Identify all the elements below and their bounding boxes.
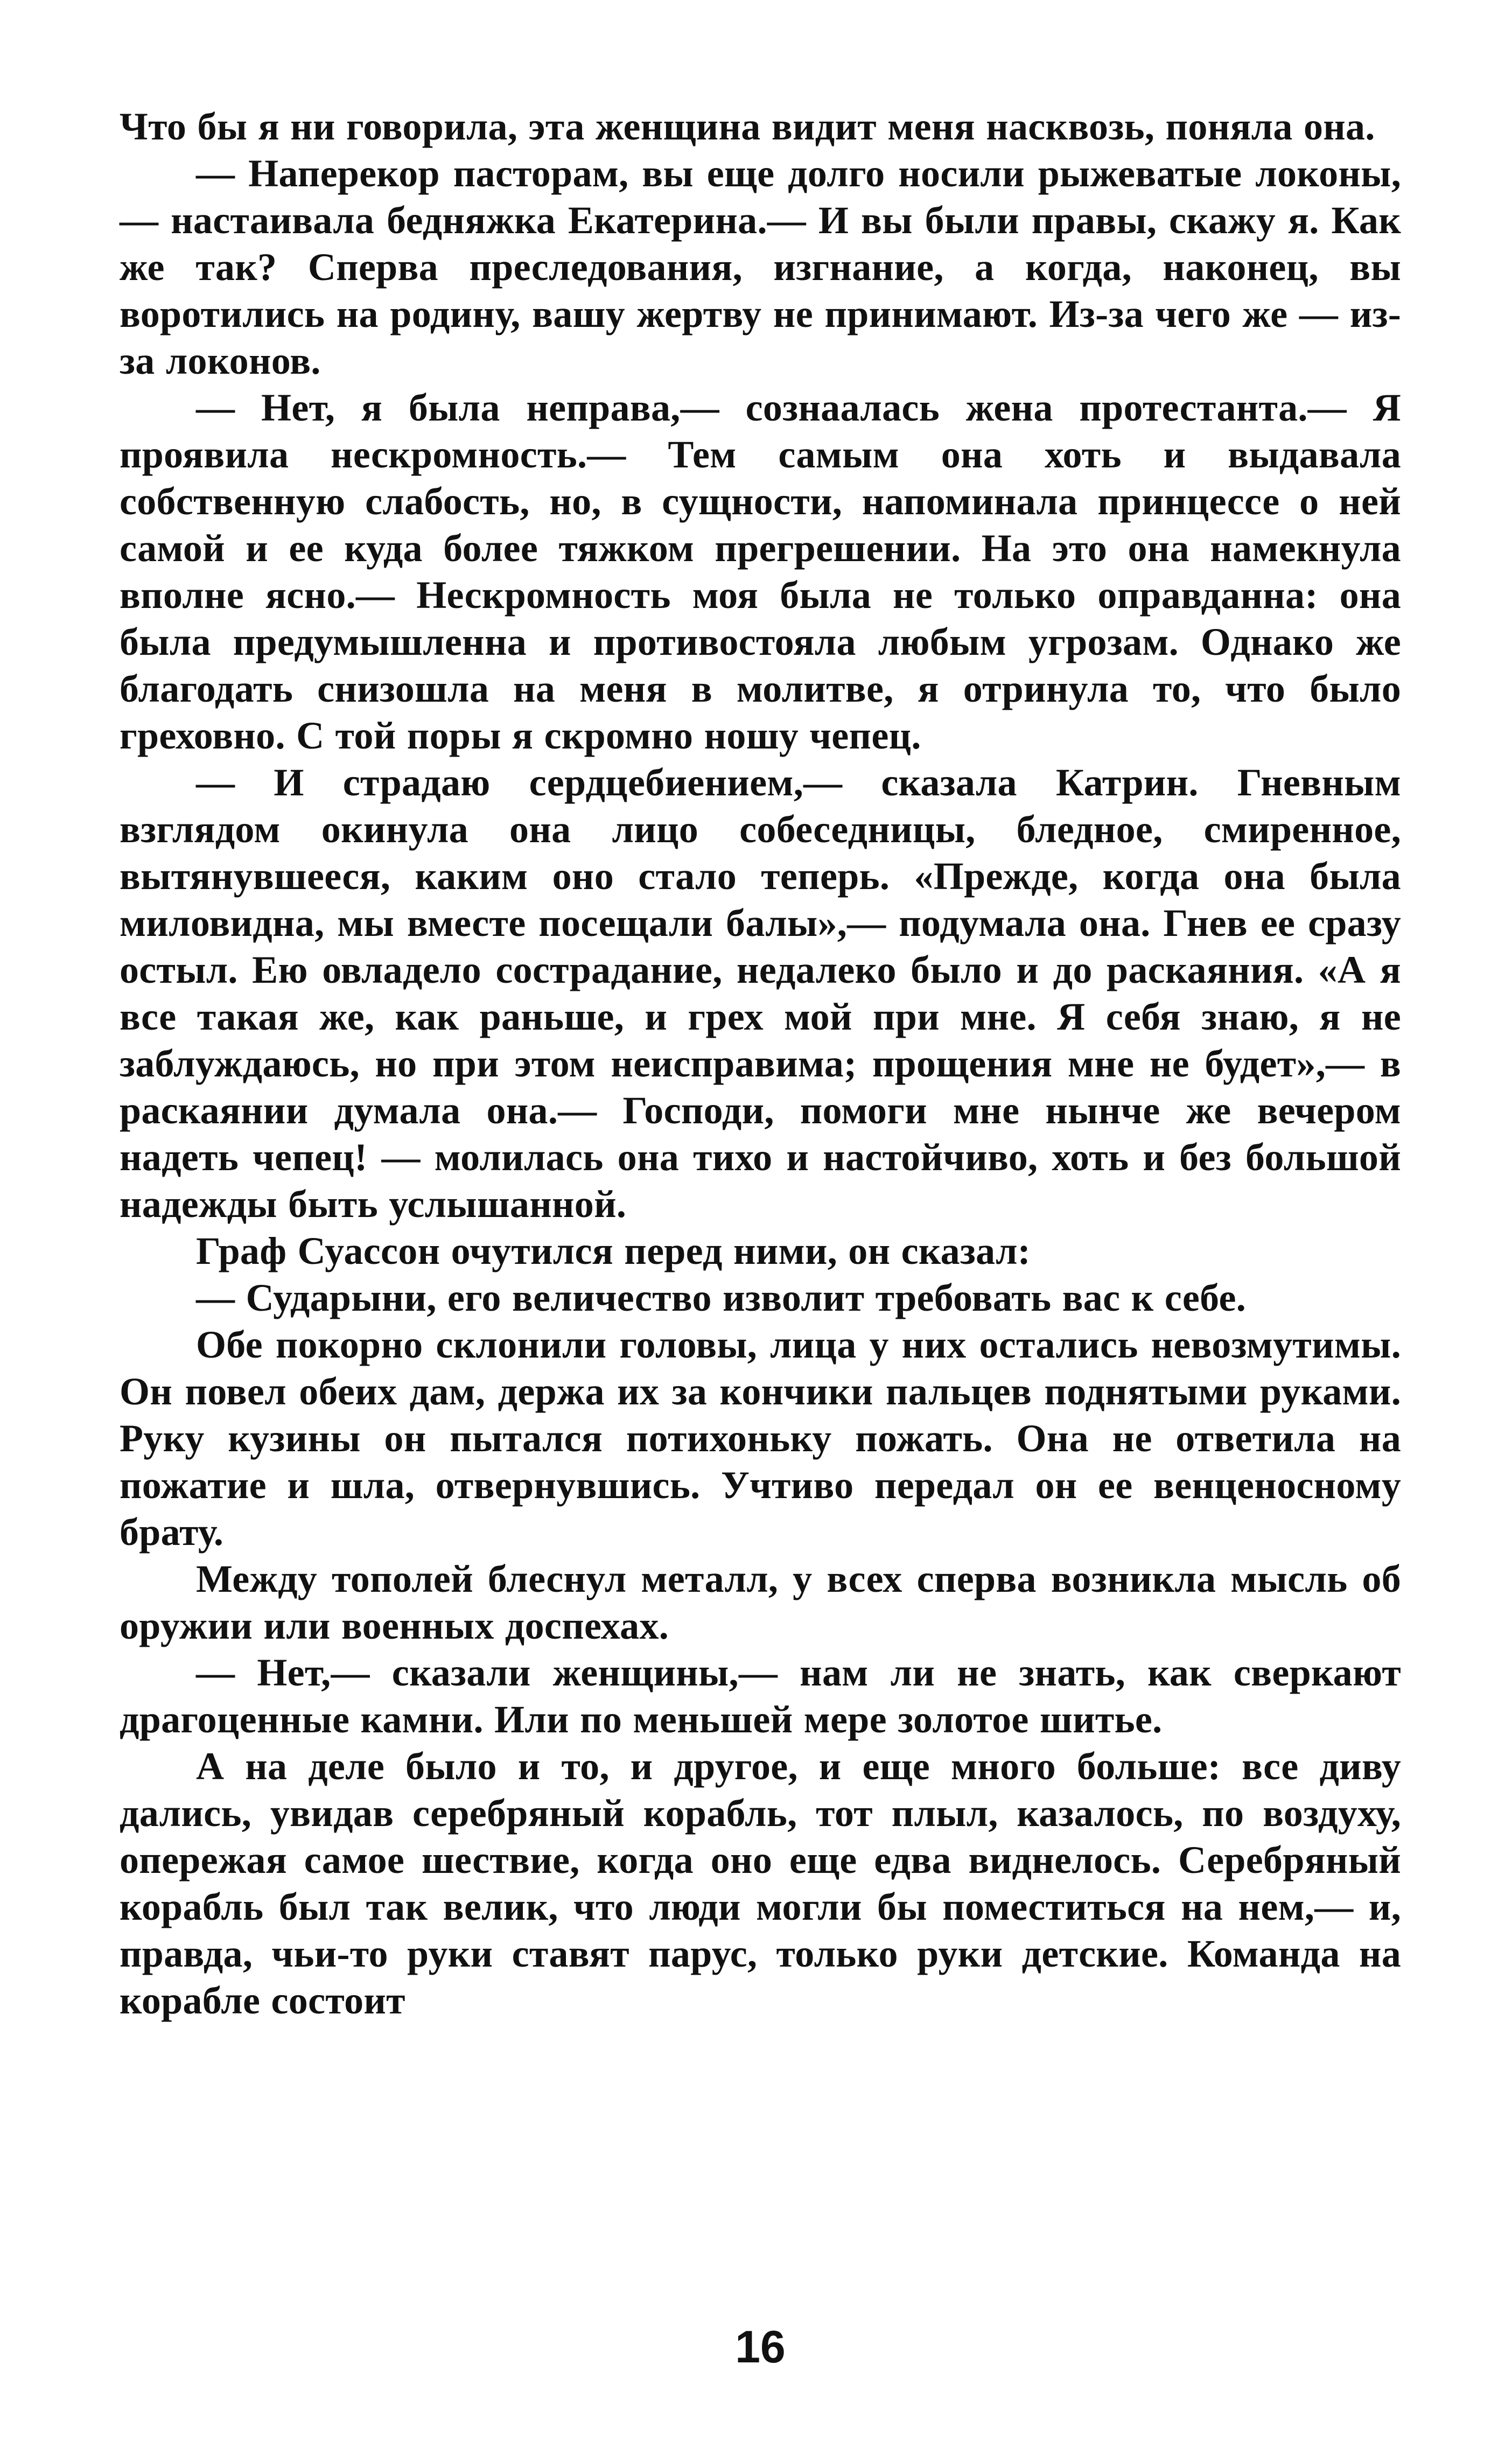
paragraph: Что бы я ни говорила, эта женщина видит меня насквозь, поняла она.	[120, 105, 1375, 148]
paragraph: Граф Суассон очутился перед ними, он сказал:	[196, 1229, 1031, 1272]
paragraph: А на деле было и то, и другое, и еще много больше: все диву дались, увидав серебряный корабль, тот плыл, казалось, по воздуху, опережая самое шествие, когда оно еще едва виднелось. Серебряный корабль был так велик, что люди могли бы поместиться на нем,— и, правда, чьи-то руки ставят парус, только руки детские. Команда на корабле состоит	[120, 1745, 1401, 2022]
paragraph: Между тополей блеснул металл, у всех сперва возникла мысль об оружии или военных доспехах.	[120, 1557, 1401, 1647]
paragraph: — И страдаю сердцебиением,— сказала Катрин. Гневным взглядом окинула она лицо собеседницы, бледное, смиренное, вытянувшееся, каким оно стало теперь. «Прежде, когда она была миловидна, мы вместе посещали балы»,— подумала она. Гнев ее сразу остыл. Ею овладело сострадание, недалеко было и до раскаяния. «А я все такая же, как раньше, и грех мой при мне. Я себя знаю, я не заблуждаюсь, но при этом неисправима; прощения мне не будет»,— в раскаянии думала она.— Господи, помоги мне нынче же вечером надеть чепец! — молилась она тихо и настойчиво, хоть и без большой надежды быть услышанной.	[120, 761, 1401, 1226]
paragraph: — Наперекор пасторам, вы еще долго носили рыжеватые локоны,— настаивала бедняжка Екатерина.— И вы были правы, скажу я. Как же так? Сперва преследования, изгнание, а когда, наконец, вы воротились на родину, вашу жертву не принимают. Из-за чего же — из-за локонов.	[120, 152, 1401, 382]
body-text	[120, 103, 1401, 2024]
book-page	[120, 103, 1401, 2462]
paragraph: — Нет, я была неправа,— сознаалась жена протестанта.— Я проявила нескромность.— Тем самым она хоть и выдавала собственную слабость, но, в сущности, напоминала принцессе о ней самой и ее куда более тяжком прегрешении. На это она намекнула вполне ясно.— Нескромность моя была не только оправданна: она была предумышленна и противостояла любым угрозам. Однако же благодать снизошла на меня в молитве, я отринула то, что было греховно. С той поры я скромно ношу чепец.	[120, 386, 1401, 757]
paragraph: Обе покорно склонили головы, лица у них остались невозмутимы. Он повел обеих дам, держа их за кончики пальцев поднятыми руками. Руку кузины он пытался потихоньку пожать. Она не ответила на пожатие и шла, отвернувшись. Учтиво передал он ее венценосному брату.	[120, 1323, 1401, 1554]
paragraph: — Сударыни, его величество изволит требовать вас к себе.	[196, 1276, 1247, 1319]
paragraph: — Нет,— сказали женщины,— нам ли не знать, как сверкают драгоценные камни. Или по меньшей мере золотое шитье.	[120, 1651, 1401, 1741]
page-number: 16	[735, 2321, 786, 2372]
